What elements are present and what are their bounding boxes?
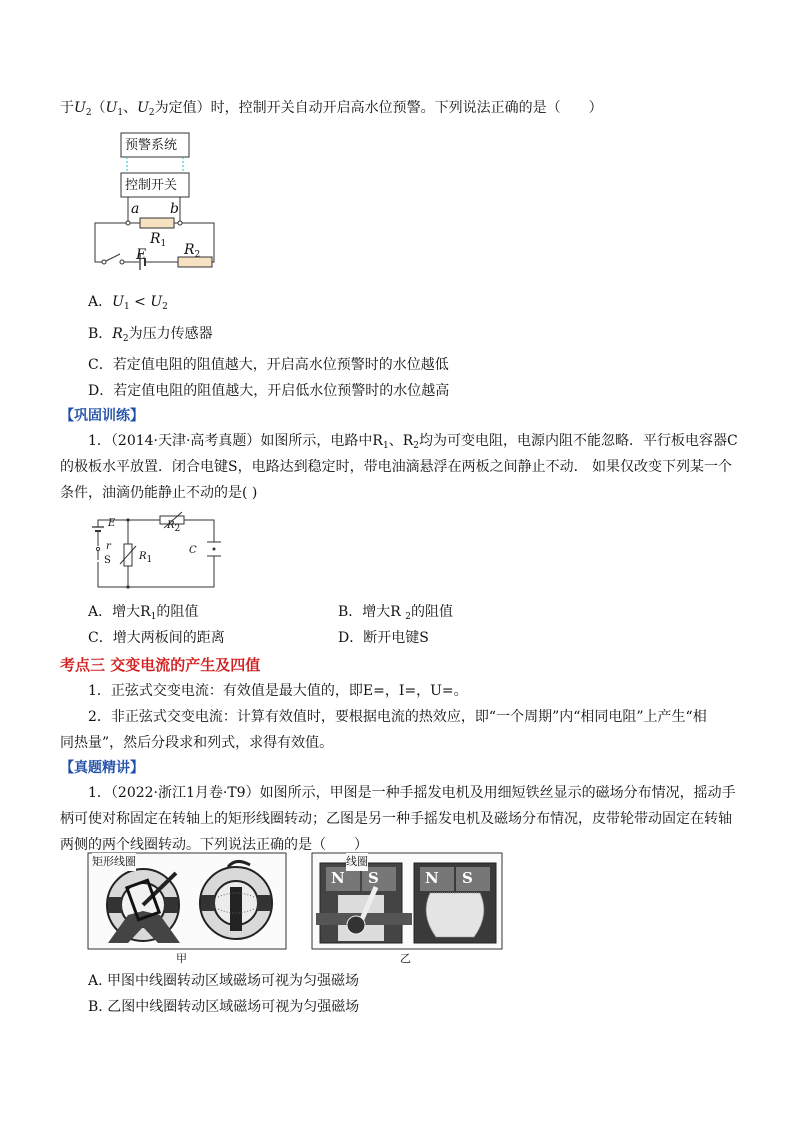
jia-pole-left-b — [164, 897, 178, 913]
q3-line1: 1．（2022·浙江1月卷·T9）如图所示，甲图是一种手摇发电机及用细短铁丝显示的磁场分布情况，摇动手 — [88, 785, 736, 801]
option-2B-a: B．增大R — [338, 604, 406, 620]
jia-pole-left-a — [108, 897, 122, 913]
option-1B-R-sub: 2 — [122, 334, 129, 344]
q2-line1-c: 均为可变电阻，电源内阻不能忽略．平行板电容器C — [419, 433, 738, 449]
option-1A-U1-sub: 1 — [123, 302, 130, 312]
yi-field-region — [426, 893, 484, 937]
intro-prefix: 于 — [60, 100, 74, 116]
q2-line1-a: 1．（2014·天津·高考真题）如图所示，电路中R — [88, 433, 383, 449]
label-R2 — [184, 241, 200, 264]
yi-N-right: N — [425, 869, 439, 887]
wire-top-right — [184, 520, 214, 542]
c2-label-C: C — [189, 545, 197, 556]
figure-yi-generator — [312, 853, 502, 949]
option-1A-label: A． — [88, 294, 113, 310]
c2-label-S: S — [104, 555, 111, 566]
junction-bottom — [126, 585, 129, 588]
question-intro — [60, 99, 603, 122]
label-R1 — [150, 230, 166, 253]
point-2-line1: 2．非正弦式交变电流：计算有效值时，要根据电流的热效应，即“一个周期”内“相同电阻”上产生“相 — [88, 709, 707, 725]
option-1A-U2: U — [150, 294, 163, 310]
option-1A-U1: U — [112, 294, 124, 310]
var-U2: U — [74, 100, 86, 116]
label-a: a — [131, 201, 140, 217]
c2-label-r: r — [106, 541, 111, 552]
switch-arm — [106, 254, 120, 261]
option-1B-text: 为压力传感器 — [128, 326, 213, 342]
option-2B-sub: 2 — [405, 612, 412, 622]
intro-sep: 、 — [123, 100, 138, 116]
option-1B-label: B． — [88, 326, 113, 342]
resistor-R1 — [140, 218, 174, 228]
point-2-line2: 同热量”，然后分段求和列式，求得有效值。 — [60, 735, 334, 751]
warning-system-label: 预警系统 — [125, 138, 178, 153]
option-2C: C．增大两板间的距离 — [88, 630, 225, 646]
jia-pole-right-b — [257, 895, 271, 911]
switch-contact — [120, 260, 124, 264]
option-2D: D．断开电键S — [338, 630, 429, 646]
wire-loop — [95, 223, 128, 262]
var-U2b: U — [137, 100, 149, 116]
option-2A-a: A．增大R — [88, 604, 151, 620]
yi-coil-label: 线圈 — [346, 853, 368, 871]
yi-hub — [347, 916, 365, 934]
q2-line1-sub1: 1 — [382, 441, 389, 451]
option-1A-op: < — [129, 294, 151, 310]
option-2A-b: 的阻值 — [156, 604, 199, 620]
q2-line1 — [88, 432, 738, 455]
label-R1-sub: 1 — [160, 239, 167, 249]
wire-bottom — [98, 556, 214, 587]
control-switch-label: 控制开关 — [125, 178, 178, 193]
option-1A — [88, 293, 168, 316]
node-a — [126, 221, 130, 225]
junction-top — [126, 518, 129, 521]
jia-coil-label: 矩形线圈 — [92, 853, 136, 871]
option-1D: D．若定值电阻的阻值越大，开启低水位预警时的水位越高 — [88, 383, 450, 399]
q2-line1-b: 、R — [388, 433, 414, 449]
jia-coil-right — [230, 887, 242, 931]
c2-label-R1 — [139, 548, 152, 569]
yi-S-left: S — [368, 869, 379, 887]
var-U2b-sub: 2 — [148, 108, 155, 118]
var-U1: U — [105, 100, 118, 116]
c2-label-R1-letter: R — [139, 551, 147, 562]
switch-node — [96, 547, 99, 550]
option-1A-U2-sub: 2 — [162, 302, 168, 312]
label-R2-letter: R — [184, 242, 195, 258]
intro-rest: 为定值）时，控制开关自动开启高水位预警。下列说法正确的是（ ） — [154, 100, 603, 116]
label-E: E — [136, 247, 147, 263]
label-R1-letter: R — [150, 231, 161, 247]
c2-label-R2-sub: 2 — [174, 524, 181, 534]
q2-line2: 的极板水平放置．闭合电键S，电路达到稳定时，带电油滴悬浮在两板之间静止不动． 如果仅改变下列某一个 — [60, 459, 733, 475]
oil-drop — [213, 548, 216, 551]
yi-S-right: S — [462, 869, 473, 887]
switch-pivot — [102, 260, 106, 264]
q2-line1-sub2: 2 — [413, 441, 419, 451]
point-1: 1．正弦式交变电流：有效值是最大值的，即E=，I=，U=。 — [88, 683, 468, 699]
jia-pole-right-a — [201, 895, 215, 911]
q3-line2: 柄可使对称固定在转轴上的矩形线圈转动；乙图是另一种手摇发电机及磁场分布情况，皮带轮带动固定在转轴 — [60, 811, 732, 827]
node-b — [178, 221, 182, 225]
option-1B-R: R — [112, 326, 123, 342]
option-2A-sub: 1 — [150, 612, 157, 622]
yi-N-left: N — [331, 869, 345, 887]
option-1B — [88, 325, 213, 348]
option-1C: C．若定值电阻的阻值越大，开启高水位预警时的水位越低 — [88, 357, 449, 373]
c2-label-R2 — [167, 517, 180, 538]
topic-title: 考点三 交变电流的产生及四值 — [60, 656, 261, 674]
intro-paren: （ — [91, 100, 106, 116]
option-2B-b: 的阻值 — [411, 604, 454, 620]
jia-caption: 甲 — [176, 952, 187, 965]
q2-line3: 条件，油滴仍能静止不动的是( ) — [60, 485, 258, 501]
section-consolidate: 【巩固训练】 — [60, 408, 144, 424]
section-exam: 【真题精讲】 — [60, 760, 144, 776]
c2-label-R1-sub: 1 — [146, 555, 153, 565]
label-b: b — [170, 201, 179, 217]
c2-label-R2-letter: R — [167, 520, 175, 531]
option-2A — [88, 603, 198, 626]
option-3A: A. 甲图中线圈转动区域磁场可视为匀强磁场 — [88, 973, 360, 989]
var-U2-sub: 2 — [85, 108, 92, 118]
yi-caption: 乙 — [400, 952, 411, 965]
option-2B — [338, 603, 453, 626]
option-3B: B. 乙图中线圈转动区域磁场可视为匀强磁场 — [88, 999, 360, 1015]
label-R2-sub: 2 — [194, 250, 201, 260]
c2-label-E: E — [108, 518, 116, 529]
q3-line3: 两侧的两个线圈转动。下列说法正确的是（ ） — [60, 837, 368, 853]
var-U1-sub: 1 — [117, 108, 124, 118]
